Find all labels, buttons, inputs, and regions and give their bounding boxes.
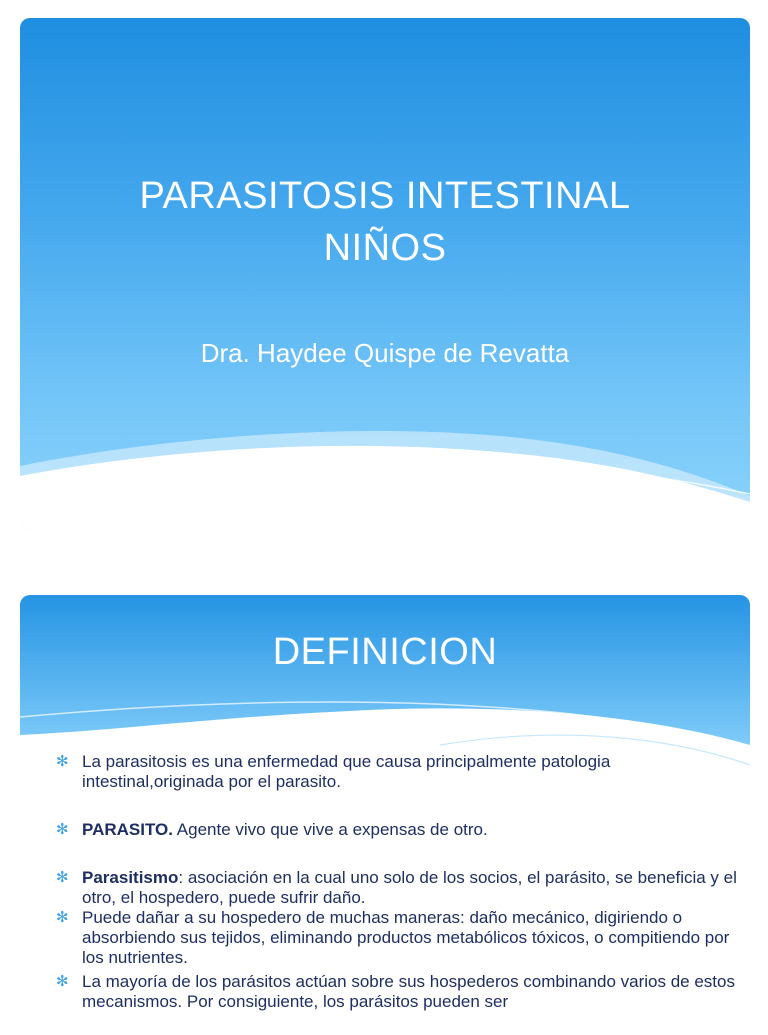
bullet-text: : asociación en la cual uno solo de los socios, el parásito, se beneficia y el otro, el hospedero, puede sufrir daño. xyxy=(82,868,737,907)
list-item xyxy=(56,752,746,792)
slide-title: DEFINICION xyxy=(272,631,498,673)
bullet-text: Agente vivo que vive a expensas de otro. xyxy=(173,820,488,839)
title-line-2: NIÑOS xyxy=(323,227,447,269)
header-wave xyxy=(20,595,750,765)
asterisk-bullet-icon: ✻ xyxy=(56,869,69,886)
list-item xyxy=(56,908,746,968)
list-item xyxy=(56,820,746,840)
list-item xyxy=(56,868,746,908)
bullet-text: Puede dañar a su hospedero de muchas maneras: daño mecánico, digiriendo o absorbiendo sus tejidos, eliminando productos metabólicos tóxicos, o compitiendo por los nutrientes. xyxy=(82,908,730,967)
list-item xyxy=(56,972,746,1012)
bullet-text: La mayoría de los parásitos actúan sobre sus hospederos combinando varios de estos mecanismos. Por consiguiente, los parásitos pueden ser xyxy=(82,972,735,1011)
definition-slide xyxy=(20,595,750,1035)
bullet-list xyxy=(56,752,746,1012)
asterisk-bullet-icon: ✻ xyxy=(56,821,69,838)
presentation-subtitle: Dra. Haydee Quispe de Revatta xyxy=(200,338,570,368)
bullet-term: Parasitismo xyxy=(82,868,179,887)
asterisk-bullet-icon: ✻ xyxy=(56,973,69,990)
presentation-title xyxy=(20,170,750,274)
title-line-1: PARASITOSIS INTESTINAL xyxy=(139,175,631,217)
bullet-term: PARASITO. xyxy=(82,820,173,839)
bullet-text: La parasitosis es una enfermedad que causa principalmente patologia intestinal,originada por el parasito. xyxy=(82,752,611,791)
title-slide xyxy=(20,18,750,530)
asterisk-bullet-icon: ✻ xyxy=(56,909,69,926)
wave-decoration xyxy=(20,18,750,530)
asterisk-bullet-icon: ✻ xyxy=(56,753,69,770)
